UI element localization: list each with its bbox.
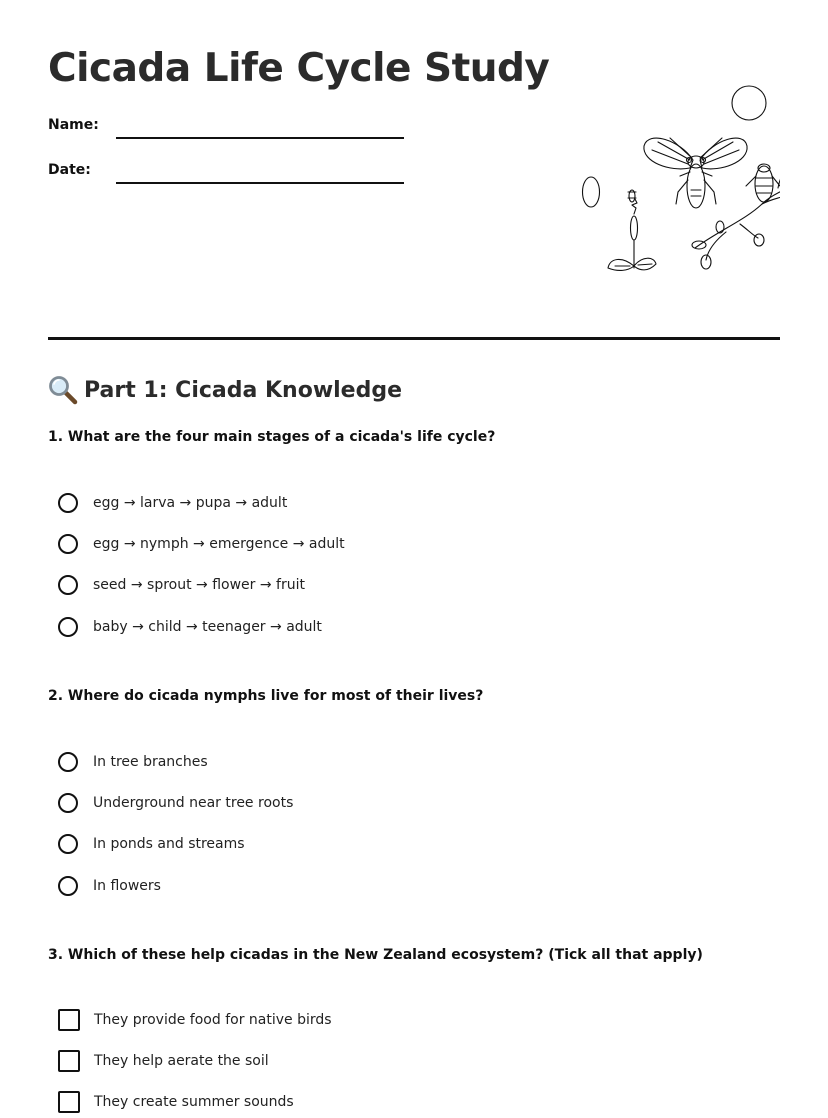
option-label: egg → larva → pupa → adult (93, 495, 288, 511)
checkbox[interactable] (58, 1050, 80, 1072)
question-2-option-1[interactable] (58, 749, 208, 775)
option-label: egg → nymph → emergence → adult (93, 536, 345, 552)
part1-title: Part 1: Cicada Knowledge (84, 377, 403, 403)
radio-button[interactable] (58, 752, 78, 772)
name-label: Name: (48, 117, 99, 133)
page-title: Cicada Life Cycle Study (48, 46, 550, 91)
option-label: Underground near tree roots (93, 795, 294, 811)
radio-button[interactable] (58, 617, 78, 637)
option-label: baby → child → teenager → adult (93, 619, 322, 635)
question-1-option-1[interactable] (58, 490, 287, 516)
option-label: They provide food for native birds (94, 1012, 332, 1028)
section-divider (48, 337, 780, 340)
option-label: They help aerate the soil (94, 1053, 269, 1069)
option-label: In ponds and streams (93, 836, 245, 852)
checkbox[interactable] (58, 1091, 80, 1113)
part1-heading (48, 374, 402, 406)
sun-icon (732, 86, 766, 120)
question-1-text: 1. What are the four main stages of a cicada's life cycle? (48, 429, 496, 445)
seedling-icon (608, 199, 656, 270)
adult-cicada-icon (644, 138, 747, 208)
question-2-text: 2. Where do cicada nymphs live for most of their lives? (48, 688, 484, 704)
emerging-nymph-icon (746, 164, 780, 202)
radio-button[interactable] (58, 793, 78, 813)
magnifying-glass-icon (48, 375, 78, 405)
option-label: In flowers (93, 878, 161, 894)
date-label: Date: (48, 162, 91, 178)
radio-button[interactable] (58, 534, 78, 554)
radio-button[interactable] (58, 493, 78, 513)
question-2-option-2[interactable] (58, 790, 293, 816)
question-3-option-1[interactable] (58, 1007, 332, 1033)
name-line[interactable] (116, 137, 404, 139)
question-1-option-3[interactable] (58, 572, 305, 598)
question-1-option-4[interactable] (58, 614, 322, 640)
option-label: They create summer sounds (94, 1094, 294, 1110)
radio-button[interactable] (58, 575, 78, 595)
question-2-option-3[interactable] (58, 831, 245, 857)
option-label: In tree branches (93, 754, 208, 770)
question-1-option-2[interactable] (58, 531, 345, 557)
radio-button[interactable] (58, 834, 78, 854)
question-3-option-2[interactable] (58, 1048, 269, 1074)
date-line[interactable] (116, 182, 404, 184)
checkbox[interactable] (58, 1009, 80, 1031)
question-3-option-3[interactable] (58, 1089, 294, 1115)
question-3-text: 3. Which of these help cicadas in the New Zealand ecosystem? (Tick all that apply) (48, 947, 703, 963)
date-field[interactable] (48, 162, 408, 186)
question-2-option-4[interactable] (58, 873, 161, 899)
egg-icon (583, 177, 600, 207)
name-field[interactable] (48, 117, 408, 141)
option-label: seed → sprout → flower → fruit (93, 577, 305, 593)
small-nymph-icon (628, 190, 636, 202)
radio-button[interactable] (58, 876, 78, 896)
cicada-life-cycle-illustration (530, 80, 780, 280)
